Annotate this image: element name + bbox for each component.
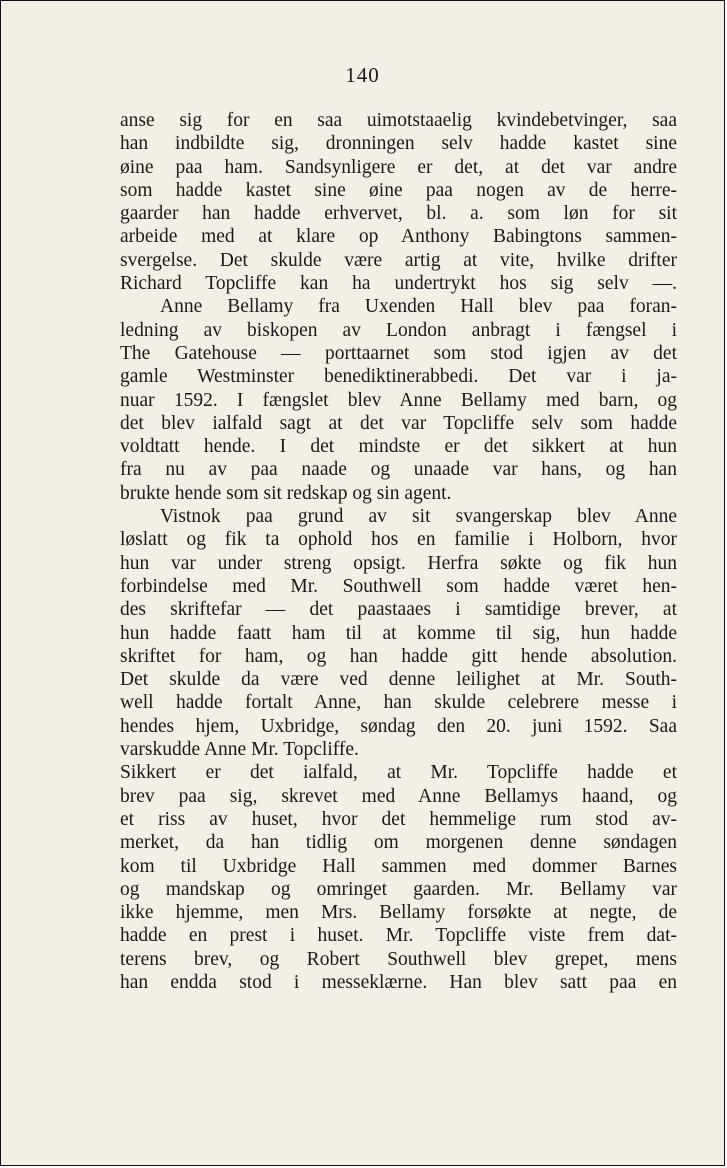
- text-line: forbindelse med Mr. Southwell som hadde været hen-: [120, 575, 677, 597]
- text-line: hadde en prest i huset. Mr. Topcliffe viste frem dat-: [120, 925, 677, 947]
- text-line: et riss av huset, hvor det hemmelige rum stod av-: [120, 808, 677, 830]
- text-line: voldtatt hende. I det mindste er det sikkert at hun: [120, 436, 677, 458]
- text-line: Anne Bellamy fra Uxenden Hall blev paa foran-: [160, 296, 677, 318]
- text-line: nuar 1592. I fængslet blev Anne Bellamy med barn, og: [120, 389, 677, 411]
- text-line: The Gatehouse — porttaarnet som stod igjen av det: [120, 342, 677, 364]
- text-line: hendes hjem, Uxbridge, søndag den 20. juni 1592. Saa: [120, 715, 677, 737]
- text-line: løslatt og fik ta ophold hos en familie i Holborn, hvor: [120, 529, 677, 551]
- text-line: hun var under streng opsigt. Herfra søkte og fik hun: [120, 552, 677, 574]
- text-line: brev paa sig, skrevet med Anne Bellamys haand, og: [120, 785, 677, 807]
- text-line: kom til Uxbridge Hall sammen med dommer Barnes: [120, 855, 677, 877]
- text-line: han endda stod i messeklærne. Han blev satt paa en: [120, 971, 677, 993]
- text-line: skriftet for ham, og han hadde gitt hende absolution.: [120, 645, 677, 667]
- text-line: svergelse. Det skulde være artig at vite, hvilke drifter: [120, 249, 677, 271]
- text-line: terens brev, og Robert Southwell blev grepet, mens: [120, 948, 677, 970]
- text-line: arbeide med at klare op Anthony Babingtons sammen-: [120, 226, 677, 248]
- text-line: anse sig for en saa uimotstaaelig kvindebetvinger, saa: [120, 110, 677, 131]
- text-line: det blev ialfald sagt at det var Topcliffe selv som hadde: [120, 412, 677, 434]
- text-line: han indbildte sig, dronningen selv hadde kastet sine: [120, 133, 677, 155]
- text-line: hun hadde faatt ham til at komme til sig, hun hadde: [120, 622, 677, 644]
- page-number: 140: [345, 63, 380, 87]
- text-line: Vistnok paa grund av sit svangerskap blev Anne: [160, 506, 677, 528]
- text-line: Sikkert er det ialfald, at Mr. Topcliffe hadde et: [120, 762, 677, 784]
- text-line: gamle Westminster benediktinerabbedi. Det var i ja-: [120, 366, 677, 388]
- text-line: og mandskap og omringet gaarden. Mr. Bellamy var: [120, 878, 677, 900]
- text-line: øine paa ham. Sandsynligere er det, at det var andre: [120, 156, 677, 178]
- text-line: well hadde fortalt Anne, han skulde celebrere messe i: [120, 692, 677, 714]
- text-line: ledning av biskopen av London anbragt i fængsel i: [120, 319, 677, 341]
- text-line: som hadde kastet sine øine paa nogen av de herre-: [120, 179, 677, 201]
- body-text: [120, 109, 677, 994]
- text-line: gaarder han hadde erhvervet, bl. a. som løn for sit: [120, 203, 677, 225]
- text-line: brukte hende som sit redskap og sin agent.: [120, 482, 452, 504]
- text-line: Richard Topcliffe kan ha undertrykt hos sig selv —.: [120, 273, 677, 295]
- text-line: merket, da han tidlig om morgenen denne søndagen: [120, 832, 677, 854]
- text-line: Det skulde da være ved denne leilighet at Mr. South-: [120, 669, 677, 691]
- text-line: ikke hjemme, men Mrs. Bellamy forsøkte at negte, de: [120, 902, 677, 924]
- text-line: varskudde Anne Mr. Topcliffe.: [120, 739, 359, 761]
- text-line: des skriftefar — det paastaaes i samtidige brever, at: [120, 599, 677, 621]
- text-line: fra nu av paa naade og unaade var hans, og han: [120, 459, 677, 481]
